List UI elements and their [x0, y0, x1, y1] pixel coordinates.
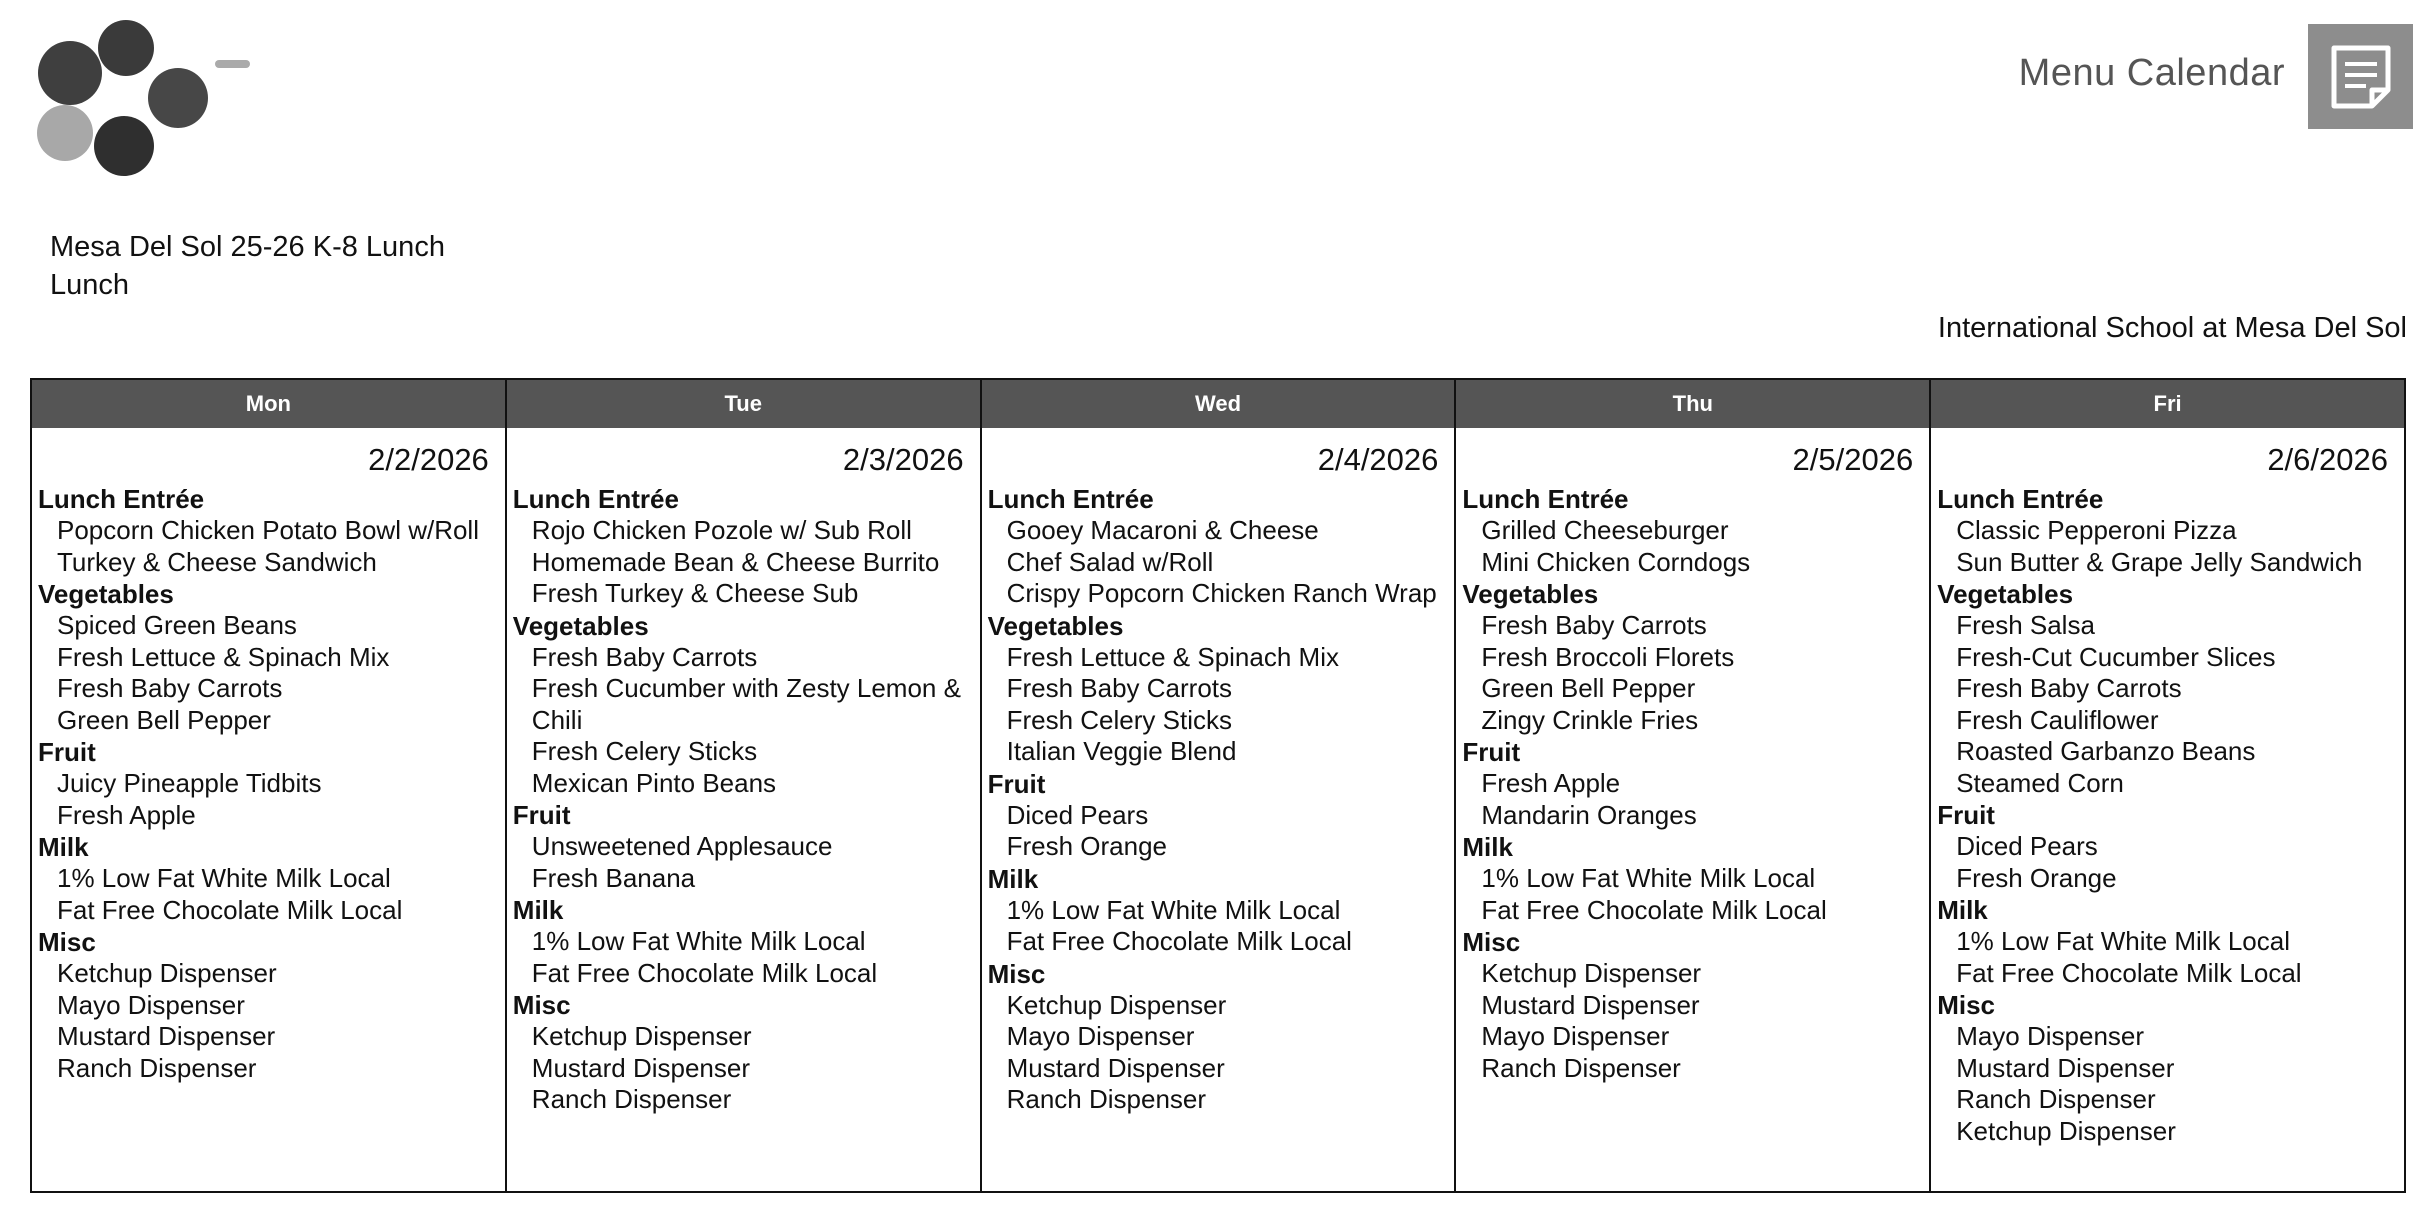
category-heading: Milk	[987, 863, 1039, 894]
menu-name-line: Mesa Del Sol 25-26 K-8 Lunch	[50, 231, 445, 263]
menu-item: Mayo Dispenser	[1006, 1021, 1195, 1051]
menu-item: Fresh Orange	[1956, 862, 2117, 893]
category-heading: Vegetables	[512, 610, 649, 641]
menu-item: 1% Low Fat White Milk Local	[1956, 926, 2290, 956]
day-header: Mon	[32, 380, 505, 428]
menu-item: Fresh Banana	[531, 862, 696, 893]
category-heading: Fruit	[512, 800, 571, 830]
menu-item: Mandarin Oranges	[1481, 799, 1697, 830]
day-date: 2/5/2026	[1792, 442, 1914, 477]
day-cell	[507, 428, 980, 1116]
menu-item: Mustard Dispenser	[1956, 1052, 2175, 1083]
day-date: 2/3/2026	[842, 442, 964, 477]
menu-item: Fresh Baby Carrots	[531, 641, 758, 672]
menu-item: Ketchup Dispenser	[1481, 958, 1702, 988]
category-heading: Vegetables	[1937, 579, 2074, 609]
logo-mark	[215, 60, 250, 68]
menu-item: Fresh Salsa	[1956, 610, 2095, 640]
menu-item: Roasted Garbanzo Beans	[1956, 736, 2256, 766]
menu-item: Fresh Broccoli Florets	[1481, 641, 1735, 672]
menu-item: 1% Low Fat White Milk Local	[531, 926, 866, 956]
menu-item: 1% Low Fat White Milk Local	[1481, 863, 1816, 893]
menu-meal-line: Lunch	[50, 269, 130, 301]
menu-item: Steamed Corn	[1956, 767, 2124, 798]
category-heading: Fruit	[1462, 737, 1521, 767]
menu-item: Fresh Cauliflower	[1956, 704, 2159, 735]
menu-item: Fresh Orange	[1006, 831, 1167, 861]
category-heading: Misc	[38, 927, 96, 957]
school-name: International School at Mesa Del Sol	[1937, 312, 2407, 344]
menu-item: Popcorn Chicken Potato Bowl w/Roll	[57, 515, 479, 545]
menu-item: Mustard Dispenser	[531, 1052, 750, 1083]
menu-item: Juicy Pineapple Tidbits	[57, 768, 322, 798]
menu-item: Ranch Dispenser	[1006, 1084, 1207, 1114]
category-heading: Misc	[512, 990, 571, 1020]
menu-item: Ketchup Dispenser	[1956, 1115, 2176, 1146]
menu-item: Ketchup Dispenser	[531, 1021, 752, 1051]
menu-item: Fresh Celery Sticks	[1006, 704, 1232, 735]
day-header: Tue	[507, 380, 980, 428]
menu-item: Ketchup Dispenser	[1006, 989, 1227, 1020]
category-heading: Lunch Entrée	[512, 484, 679, 514]
menu-item: Grilled Cheeseburger	[1481, 515, 1729, 545]
category-heading: Milk	[1937, 895, 1988, 925]
menu-item: Fresh Cucumber with Zesty Lemon & Chili	[531, 673, 961, 735]
menu-item: Fresh Lettuce & Spinach Mix	[1006, 641, 1339, 672]
day-header: Fri	[1931, 380, 2404, 428]
menu-item: Zingy Crinkle Fries	[1481, 704, 1699, 735]
menu-item: Spiced Green Beans	[57, 610, 297, 640]
menu-item: Fresh Baby Carrots	[57, 673, 283, 703]
day-column-fri	[1931, 380, 2404, 1191]
category-heading: Lunch Entrée	[38, 484, 205, 514]
category-heading: Fruit	[1937, 800, 1995, 830]
menu-item: Rojo Chicken Pozole w/ Sub Roll	[531, 515, 912, 545]
day-header: Wed	[982, 380, 1455, 428]
menu-item: Mini Chicken Corndogs	[1481, 546, 1751, 577]
menu-item: Green Bell Pepper	[57, 704, 271, 735]
day-cell	[1456, 428, 1929, 1084]
category-heading: Fruit	[987, 768, 1046, 799]
calendar-document-icon	[2308, 24, 2413, 129]
day-column-thu	[1456, 380, 1931, 1191]
menu-item: Mayo Dispenser	[1956, 1021, 2145, 1051]
day-cell	[1931, 428, 2404, 1147]
menu-item: Diced Pears	[1956, 831, 2098, 861]
menu-item: Mustard Dispenser	[1006, 1052, 1225, 1083]
menu-item: Chef Salad w/Roll	[1006, 546, 1214, 577]
school-logo	[28, 18, 268, 183]
menu-item: Sun Butter & Grape Jelly Sandwich	[1956, 546, 2363, 577]
menu-item: Crispy Popcorn Chicken Ranch Wrap	[1006, 578, 1437, 608]
menu-item: 1% Low Fat White Milk Local	[57, 863, 391, 893]
menu-item: Fresh Baby Carrots	[1956, 673, 2182, 703]
menu-item: Mexican Pinto Beans	[531, 767, 777, 798]
menu-item: Unsweetened Applesauce	[531, 831, 833, 861]
menu-item: Fresh Apple	[1481, 768, 1621, 798]
menu-item: Ketchup Dispenser	[57, 958, 277, 988]
menu-item: Ranch Dispenser	[1481, 1052, 1681, 1083]
menu-item: 1% Low Fat White Milk Local	[1006, 894, 1341, 925]
menu-item: Turkey & Cheese Sandwich	[57, 546, 377, 577]
day-cell	[32, 428, 505, 1084]
menu-item: Fresh-Cut Cucumber Slices	[1956, 641, 2276, 672]
category-heading: Lunch Entrée	[1462, 484, 1629, 514]
page-title: Menu Calendar	[2018, 52, 2285, 94]
menu-item: Fresh Celery Sticks	[531, 736, 758, 766]
menu-item: Mayo Dispenser	[57, 989, 245, 1020]
day-header: Thu	[1456, 380, 1929, 428]
category-heading: Milk	[38, 832, 89, 862]
menu-item: Ranch Dispenser	[57, 1052, 257, 1083]
category-heading: Vegetables	[1462, 579, 1599, 609]
menu-item: Ranch Dispenser	[531, 1084, 732, 1114]
menu-item: Ranch Dispenser	[1956, 1084, 2156, 1114]
menu-item: Fresh Lettuce & Spinach Mix	[57, 641, 390, 672]
menu-item: Fat Free Chocolate Milk Local	[1481, 894, 1827, 925]
menu-item: Mustard Dispenser	[1481, 989, 1700, 1020]
category-heading: Lunch Entrée	[1937, 484, 2104, 514]
menu-item: Fat Free Chocolate Milk Local	[1956, 957, 2302, 988]
category-heading: Vegetables	[987, 610, 1124, 641]
category-heading: Lunch Entrée	[987, 484, 1154, 514]
menu-item: Fat Free Chocolate Milk Local	[531, 957, 878, 988]
menu-item: Fresh Baby Carrots	[1006, 673, 1232, 703]
category-heading: Misc	[1937, 990, 1995, 1020]
menu-name	[50, 228, 445, 304]
day-cell	[982, 428, 1455, 1116]
day-date: 2/6/2026	[2267, 442, 2388, 477]
category-heading: Milk	[1462, 832, 1513, 862]
menu-item: Diced Pears	[1006, 799, 1149, 830]
menu-item: Mayo Dispenser	[1481, 1021, 1670, 1051]
day-date: 2/4/2026	[1317, 442, 1439, 477]
menu-item: Classic Pepperoni Pizza	[1956, 515, 2237, 545]
menu-item: Italian Veggie Blend	[1006, 736, 1237, 766]
menu-item: Fresh Baby Carrots	[1481, 610, 1707, 640]
menu-item: Mustard Dispenser	[57, 1021, 276, 1051]
menu-calendar-grid	[30, 378, 2406, 1193]
category-heading: Milk	[512, 895, 564, 925]
day-date: 2/2/2026	[368, 442, 489, 477]
category-heading: Fruit	[38, 737, 96, 767]
day-column-mon	[32, 380, 507, 1191]
day-column-tue	[507, 380, 982, 1191]
menu-item: Fat Free Chocolate Milk Local	[57, 894, 403, 925]
menu-item: Gooey Macaroni & Cheese	[1006, 515, 1319, 545]
menu-item: Fresh Turkey & Cheese Sub	[531, 578, 859, 608]
menu-item: Homemade Bean & Cheese Burrito	[531, 546, 940, 577]
day-column-wed	[982, 380, 1457, 1191]
menu-item: Fat Free Chocolate Milk Local	[1006, 926, 1352, 956]
menu-item: Fresh Apple	[57, 799, 196, 830]
category-heading: Misc	[987, 958, 1046, 989]
category-heading: Misc	[1462, 927, 1521, 957]
menu-item: Green Bell Pepper	[1481, 673, 1696, 703]
category-heading: Vegetables	[38, 579, 174, 609]
